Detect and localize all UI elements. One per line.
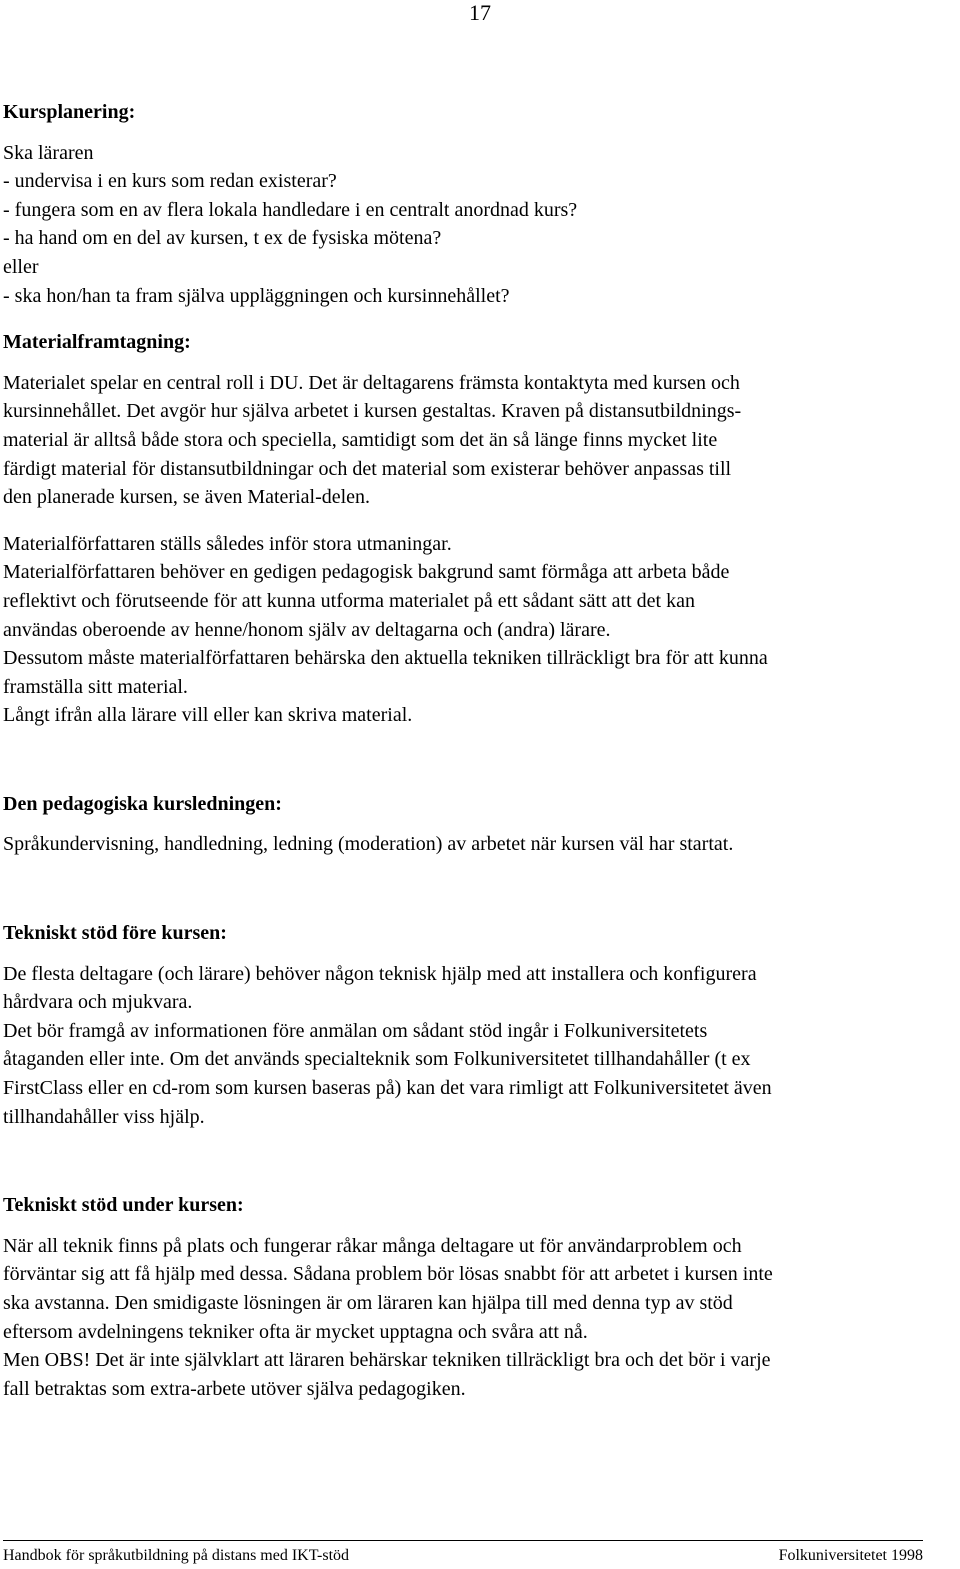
body-line: ska avstanna. Den smidigaste lösningen är om läraren kan hjälpa till med denna typ av stöd	[3, 1292, 733, 1314]
document-body	[3, 98, 960, 1403]
body-line: Materialet spelar en central roll i DU. Det är deltagarens främsta kontaktyta med kursen och	[3, 371, 740, 394]
body-line: användas oberoende av henne/honom själv av deltagarna och (andra) lärare.	[3, 618, 611, 641]
section-heading-tekniskt-stod-fore: Tekniskt stöd före kursen:	[3, 922, 227, 945]
body-line: - ha hand om en del av kursen, t ex de fysiska mötena?	[3, 227, 442, 250]
body-line: Dessutom måste materialförfattaren behärska den aktuella tekniken tillräckligt bra för att kunna	[3, 647, 768, 670]
body-line: färdigt material för distansutbildningar och det material som existerar behöver anpassas till	[3, 457, 732, 480]
page-footer	[3, 1540, 923, 1564]
footer-title: Handbok för språkutbildning på distans med IKT-stöd	[3, 1547, 350, 1564]
section-heading-tekniskt-stod-under: Tekniskt stöd under kursen:	[3, 1194, 244, 1217]
body-line: FirstClass eller en cd-rom som kursen baseras på) kan det vara rimligt att Folkuniversitetet även	[3, 1077, 772, 1100]
body-line: kursinnehållet. Det avgör hur själva arbetet i kursen gestaltas. Kraven på distansutbildnings-	[3, 400, 742, 423]
section-heading-kursplanering: Kursplanering:	[3, 101, 136, 123]
body-line: eftersom avdelningens tekniker ofta är mycket upptagna och svåra att nå.	[3, 1320, 588, 1343]
body-line: - undervisa i en kurs som redan existerar?	[3, 170, 337, 193]
body-line: Men OBS! Det är inte självklart att läraren behärskar tekniken tillräckligt bra och det bör i varje	[3, 1349, 771, 1372]
body-line: - fungera som en av flera lokala handledare i en centralt anordnad kurs?	[3, 198, 578, 221]
body-line: reflektivt och förutseende för att kunna utforma materialet på ett sådant sätt att det kan	[3, 589, 695, 612]
body-line: De flesta deltagare (och lärare) behöver någon teknisk hjälp med att installera och konfigurera	[3, 962, 757, 985]
body-line: Språkundervisning, handledning, ledning (moderation) av arbetet när kursen väl har startat.	[3, 833, 734, 856]
page-number: 17	[469, 0, 491, 25]
body-line: När all teknik finns på plats och fungerar råkar många deltagare ut för användarproblem och	[3, 1234, 742, 1257]
body-line: - ska hon/han ta fram själva uppläggningen och kursinnehållet?	[3, 284, 510, 307]
body-line: Materialförfattaren ställs således inför stora utmaningar.	[3, 532, 452, 555]
body-line: Det bör framgå av informationen före anmälan om sådant stöd ingår i Folkuniversitetets	[3, 1019, 708, 1042]
body-line: förväntar sig att få hjälp med dessa. Sådana problem bör lösas snabbt för att arbetet i kursen inte	[3, 1263, 773, 1286]
body-line: åtaganden eller inte. Om det används specialteknik som Folkuniversitetet tillhandahåller (t ex	[3, 1048, 751, 1071]
section-heading-materialframtagning: Materialframtagning:	[3, 331, 191, 354]
body-line: tillhandahåller viss hjälp.	[3, 1105, 205, 1128]
body-line: Materialförfattaren behöver en gedigen pedagogisk bakgrund samt förmåga att arbeta både	[3, 561, 730, 584]
body-line: material är alltså både stora och speciella, samtidigt som det än så länge finns mycket lite	[3, 428, 718, 451]
body-line: hårdvara och mjukvara.	[3, 991, 193, 1014]
body-line: framställa sitt material.	[3, 675, 188, 698]
body-line: den planerade kursen, se även Material-delen.	[3, 486, 371, 509]
section-heading-pedagogiska-kursledningen: Den pedagogiska kursledningen:	[3, 792, 282, 815]
body-line: fall betraktas som extra-arbete utöver själva pedagogiken.	[3, 1377, 466, 1400]
body-line: Långt ifrån alla lärare vill eller kan skriva material.	[3, 704, 413, 727]
footer-publisher: Folkuniversitetet 1998	[778, 1547, 923, 1564]
body-line: eller	[3, 255, 39, 278]
body-line: Ska läraren	[3, 141, 94, 164]
